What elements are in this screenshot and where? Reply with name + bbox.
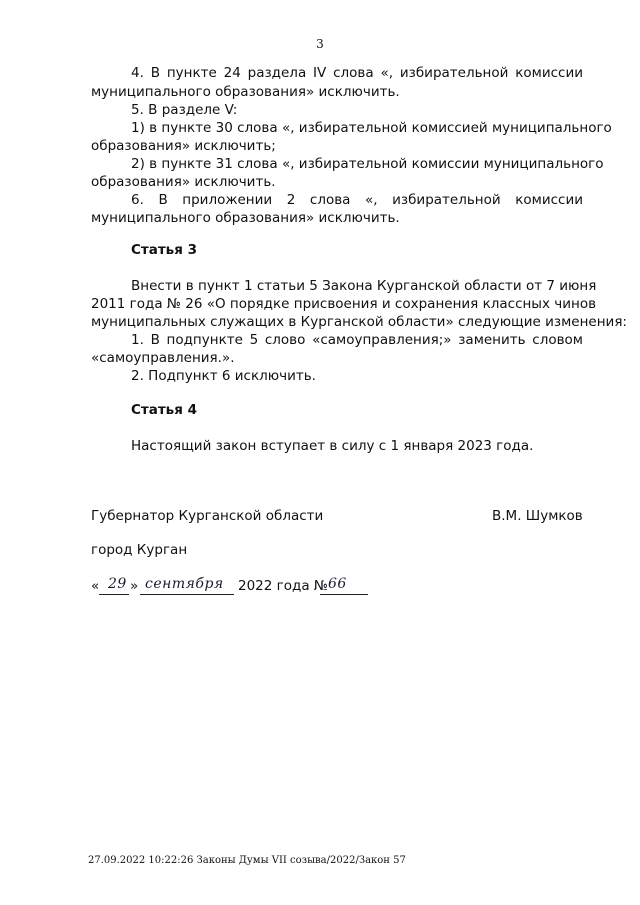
page-number: 3 xyxy=(316,37,324,51)
article-3-heading: Статья 3 xyxy=(131,242,197,258)
article-4-line-1: Настоящий закон вступает в силу с 1 января 2023 года. xyxy=(131,438,534,454)
article-3-line-4: 1. В подпункте 5 слово «самоуправления;» заменить словом xyxy=(131,332,583,348)
date-month-underline xyxy=(140,594,234,595)
date-day-handwritten: 29 xyxy=(108,576,127,592)
date-quote-open: « xyxy=(91,578,100,594)
article-4-heading: Статья 4 xyxy=(131,402,197,418)
article-3-line-6: 2. Подпункт 6 исключить. xyxy=(131,368,316,384)
item-5: 5. В разделе V: xyxy=(131,102,238,118)
item-6-line-1: 6. В приложении 2 слова «, избирательной комиссии xyxy=(131,192,583,208)
article-3-line-3: муниципальных служащих в Курганской области» следующие изменения: xyxy=(91,314,627,330)
document-footer: 27.09.2022 10:22:26 Законы Думы VII созыва/2022/Закон 57 xyxy=(88,855,406,866)
item-5-1-line-2: образования» исключить; xyxy=(91,138,276,154)
law-number-underline xyxy=(320,594,368,595)
item-4-line-1: 4. В пункте 24 раздела IV слова «, избирательной комиссии xyxy=(131,65,583,81)
article-3-line-2: 2011 года № 26 «О порядке присвоения и сохранения классных чинов xyxy=(91,296,597,312)
date-quote-close: » xyxy=(130,578,139,594)
item-5-2-line-2: образования» исключить. xyxy=(91,174,276,190)
article-3-line-1: Внести в пункт 1 статьи 5 Закона Курганской области от 7 июня xyxy=(131,278,597,294)
date-day-underline xyxy=(99,594,129,595)
article-3-line-5: «самоуправления.». xyxy=(91,350,235,366)
item-4-line-2: муниципального образования» исключить. xyxy=(91,84,400,100)
date-year-text: 2022 года № xyxy=(238,578,328,594)
governor-name: В.М. Шумков xyxy=(492,508,583,524)
law-number-handwritten: 66 xyxy=(328,576,347,592)
governor-title: Губернатор Курганской области xyxy=(91,508,324,524)
item-6-line-2: муниципального образования» исключить. xyxy=(91,210,400,226)
item-5-1-line-1: 1) в пункте 30 слова «, избирательной комиссией муниципального xyxy=(131,120,612,136)
date-month-handwritten: сентября xyxy=(145,576,224,592)
city-name: город Курган xyxy=(91,542,188,558)
item-5-2-line-1: 2) в пункте 31 слова «, избирательной комиссии муниципального xyxy=(131,156,604,172)
